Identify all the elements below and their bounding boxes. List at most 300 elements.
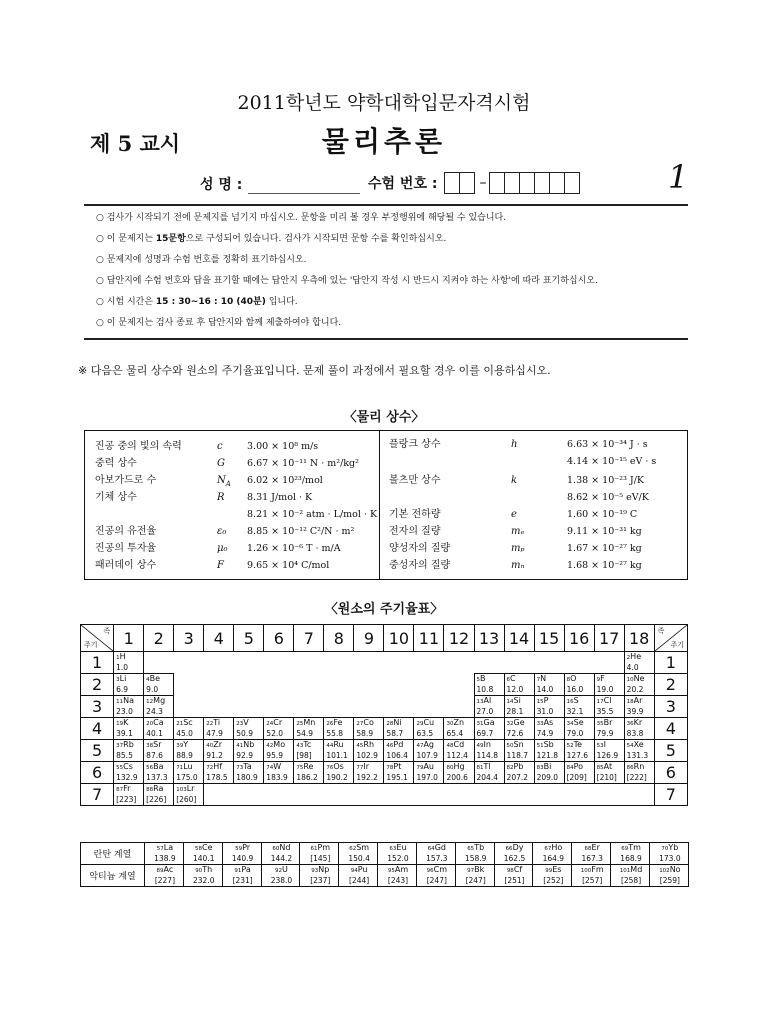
atomic-number: 17: [596, 699, 604, 705]
atomic-mass: [222]: [626, 773, 647, 782]
atomic-number: 62: [349, 846, 357, 852]
element-symbol: Tc: [303, 740, 312, 749]
atomic-number: 83: [536, 765, 544, 771]
atomic-number: 43: [296, 743, 304, 749]
element-cell: [444, 718, 474, 740]
element-symbol: Np: [318, 865, 330, 874]
element-cell: [384, 718, 414, 740]
element-symbol: Zr: [213, 740, 223, 749]
atomic-number: 68: [584, 846, 592, 852]
element-symbol-line: [147, 865, 183, 876]
element-symbol: Y: [183, 740, 189, 749]
atomic-mass: 50.9: [236, 729, 253, 738]
constant-name: 아보가드로 수: [95, 475, 157, 486]
atomic-number: 96: [426, 868, 434, 874]
element-cell: [416, 865, 455, 887]
atomic-mass: 180.9: [236, 773, 258, 782]
period-number: 5: [81, 740, 114, 762]
constant-name: 중성자의 질량: [389, 560, 451, 571]
atomic-number: 74: [266, 765, 274, 771]
element-symbol: F: [600, 674, 605, 683]
element-symbol-line: [266, 762, 293, 773]
element-symbol-line: [507, 762, 534, 773]
constant-value: 1.60 × 10⁻¹⁹ C: [567, 509, 638, 520]
element-cell: [204, 718, 234, 740]
element-symbol-line: [146, 674, 173, 685]
period-row: [81, 784, 688, 806]
atomic-mass: 107.9: [416, 751, 438, 760]
instruction-text: 입니다.: [265, 297, 298, 307]
atomic-number: 101: [619, 868, 631, 874]
atomic-mass: [244]: [349, 876, 370, 885]
atomic-mass: 114.8: [476, 751, 498, 760]
element-symbol-line: [236, 740, 263, 751]
atomic-mass: [227]: [154, 876, 175, 885]
element-cell: [474, 740, 504, 762]
atomic-number: 98: [506, 868, 514, 874]
element-symbol: Ho: [551, 843, 563, 852]
atomic-mass: 10.8: [476, 685, 494, 694]
constants-table: [84, 430, 688, 580]
atomic-number: 41: [236, 743, 244, 749]
atomic-mass: 112.4: [446, 751, 468, 760]
element-symbol: Mn: [303, 718, 316, 727]
element-cell: [384, 740, 414, 762]
element-cell: [144, 674, 174, 696]
page-number: 1: [668, 158, 689, 196]
element-symbol-line: [176, 718, 203, 729]
element-symbol-line: [296, 718, 323, 729]
period-number: 1: [81, 652, 114, 674]
atomic-mass: 16.0: [566, 685, 584, 694]
group-number: 7: [294, 625, 324, 652]
element-symbol: Ra: [153, 784, 164, 793]
atomic-mass: 4.0: [626, 663, 639, 672]
element-cell: [114, 674, 144, 696]
element-symbol-line: [264, 865, 300, 876]
element-cell: [455, 843, 494, 865]
element-cell: [222, 865, 261, 887]
element-symbol-line: [416, 718, 443, 729]
periodic-table: [80, 624, 688, 806]
atomic-mass: 106.4: [386, 751, 408, 760]
element-symbol-line: [507, 674, 534, 685]
atomic-number: 82: [506, 765, 514, 771]
element-symbol-line: [567, 674, 594, 685]
atomic-number: 76: [326, 765, 334, 771]
constant-symbol: ε₀: [217, 526, 227, 537]
element-symbol-line: [176, 784, 203, 795]
atomic-mass: 83.8: [626, 729, 644, 738]
element-symbol: Cr: [273, 718, 283, 727]
element-symbol-line: [225, 843, 261, 854]
atomic-mass: 65.4: [446, 729, 464, 738]
atomic-mass: 144.2: [270, 854, 293, 863]
atomic-number: 60: [272, 846, 280, 852]
atomic-number: 91: [234, 868, 242, 874]
atomic-number: 38: [146, 743, 154, 749]
constant-symbol: c: [217, 441, 223, 452]
element-symbol: Tm: [628, 843, 641, 852]
element-symbol: Pa: [241, 865, 251, 874]
atomic-mass: [226]: [146, 795, 167, 804]
constant-value: 6.67 × 10⁻¹¹ N · m²/kg²: [247, 458, 359, 469]
element-cell: [572, 865, 611, 887]
atomic-mass: 173.0: [659, 854, 681, 863]
period-number: 4: [81, 718, 114, 740]
element-cell: [114, 652, 144, 674]
instruction-emphasis: 15문항: [155, 234, 186, 244]
element-symbol-line: [567, 718, 594, 729]
element-symbol-line: [146, 784, 173, 795]
instruction-item: ○ 문제지에 성명과 수험 번호를 정확히 표기하십시오.: [96, 255, 307, 265]
table-corner-cell: [654, 625, 687, 652]
period-row: [81, 696, 688, 718]
element-symbol: Hg: [453, 762, 465, 771]
element-symbol-line: [326, 740, 353, 751]
atomic-mass: 118.7: [506, 751, 529, 760]
constant-symbol: e: [511, 509, 517, 520]
exam-number-boxes-b: [490, 172, 580, 194]
constant-value: 9.11 × 10⁻³¹ kg: [567, 526, 642, 537]
element-cell: [145, 865, 184, 887]
atomic-number: 58: [195, 846, 202, 852]
element-symbol-line: [458, 843, 494, 854]
atomic-number: 54: [626, 743, 634, 749]
constants-divider: [379, 431, 380, 579]
element-symbol-line: [535, 865, 571, 876]
constant-name: 전자의 질량: [389, 526, 441, 537]
element-symbol-line: [146, 762, 173, 773]
element-symbol-line: [574, 865, 610, 876]
atomic-number: 33: [536, 721, 544, 727]
constant-symbol: mₚ: [511, 543, 525, 554]
element-cell: [114, 718, 144, 740]
atomic-mass: [247]: [465, 876, 486, 885]
atomic-number: 27: [356, 721, 364, 727]
instruction-emphasis: 15 : 30∼16 : 10 (40분): [155, 297, 266, 307]
element-cell: [534, 762, 564, 784]
element-symbol: Mg: [153, 696, 166, 705]
element-symbol: Am: [394, 865, 409, 874]
element-symbol: Po: [573, 762, 584, 771]
element-symbol-line: [477, 762, 504, 773]
element-cell: [234, 740, 264, 762]
group-number: 13: [474, 625, 504, 652]
element-symbol: Al: [483, 696, 492, 705]
element-symbol: Li: [119, 674, 127, 683]
element-symbol-line: [537, 674, 564, 685]
period-number: 2: [654, 674, 687, 696]
atomic-number: 12: [146, 699, 154, 705]
period-number: 6: [654, 762, 687, 784]
atomic-number: 42: [266, 743, 274, 749]
element-symbol-line: [497, 865, 533, 876]
atomic-mass: 74.9: [536, 729, 554, 738]
atomic-mass: 20.2: [626, 685, 644, 694]
element-cell: [444, 762, 474, 784]
atomic-number: 45: [356, 743, 364, 749]
atomic-number: 9: [596, 677, 601, 683]
element-cell: [144, 718, 174, 740]
element-symbol: Rn: [633, 762, 645, 771]
element-symbol-line: [537, 762, 564, 773]
empty-region: [144, 652, 625, 674]
group-number: 3: [174, 625, 204, 652]
element-cell: [611, 843, 650, 865]
element-symbol-line: [477, 696, 504, 707]
element-cell: [594, 674, 624, 696]
atomic-number: 14: [506, 699, 514, 705]
element-symbol-line: [326, 718, 353, 729]
element-cell: [414, 740, 444, 762]
element-symbol-line: [225, 865, 261, 876]
atomic-mass: 167.3: [581, 854, 603, 863]
atomic-mass: 168.9: [620, 854, 642, 863]
atomic-mass: 186.2: [296, 773, 318, 782]
atomic-mass: 12.0: [506, 685, 524, 694]
constant-value: 9.65 × 10⁴ C/mol: [247, 560, 330, 571]
element-symbol-line: [446, 740, 473, 751]
atomic-number: 93: [311, 868, 319, 874]
atomic-mass: 27.0: [476, 707, 494, 716]
atomic-number: 11: [116, 699, 124, 705]
element-symbol: I: [603, 740, 606, 749]
element-cell: [222, 843, 261, 865]
element-cell: [294, 740, 324, 762]
exam-number-box: [534, 172, 550, 194]
exam-number-boxes-a: [445, 172, 475, 194]
exam-number-box: [564, 172, 580, 194]
constant-name: 진공의 투자율: [95, 543, 157, 554]
element-symbol: Fm: [591, 865, 604, 874]
element-symbol: N: [540, 674, 547, 683]
element-cell: [624, 718, 654, 740]
element-cell: [594, 718, 624, 740]
element-cell: [474, 696, 504, 718]
element-symbol-line: [567, 762, 594, 773]
element-symbol-line: [477, 718, 504, 729]
element-cell: [264, 718, 294, 740]
element-symbol-line: [386, 718, 413, 729]
series-label: 란탄 계열: [81, 843, 145, 865]
instruction-item: [96, 296, 696, 317]
atomic-mass: 190.2: [326, 773, 348, 782]
atomic-mass: 63.5: [416, 729, 434, 738]
element-cell: [624, 740, 654, 762]
atomic-mass: [251]: [504, 876, 525, 885]
atomic-number: 28: [386, 721, 394, 727]
element-cell: [378, 865, 417, 887]
instructions-list: [96, 212, 696, 338]
atomic-number: 95: [387, 868, 395, 874]
element-cell: [114, 762, 144, 784]
period-number: 7: [81, 784, 114, 806]
atomic-number: 90: [195, 868, 203, 874]
constant-name: 진공의 유전율: [95, 526, 157, 537]
atomic-number: 59: [235, 846, 243, 852]
atomic-mass: 14.0: [536, 685, 554, 694]
atomic-mass: 126.9: [596, 751, 619, 760]
table-corner-cell: [81, 625, 114, 652]
element-cell: [261, 865, 300, 887]
element-symbol-line: [386, 762, 413, 773]
atomic-number: 86: [626, 765, 634, 771]
element-symbol: Cu: [423, 718, 435, 727]
element-symbol-line: [567, 740, 594, 751]
group-number: 15: [534, 625, 564, 652]
element-symbol: Eu: [396, 843, 407, 852]
element-cell: [444, 740, 474, 762]
element-cell: [564, 740, 594, 762]
element-cell: [572, 843, 611, 865]
atomic-number: 10: [626, 677, 634, 683]
divider-top: [84, 204, 688, 206]
atomic-number: 20: [146, 721, 154, 727]
instruction-item: [96, 233, 696, 254]
element-symbol-line: [419, 843, 455, 854]
element-symbol-line: [597, 696, 624, 707]
atomic-number: 94: [350, 868, 358, 874]
atomic-number: 2: [626, 655, 631, 661]
constant-value: 6.63 × 10⁻³⁴ J · s: [567, 439, 648, 450]
atomic-number: 23: [236, 721, 244, 727]
atomic-number: 48: [446, 743, 454, 749]
atomic-mass: [257]: [582, 876, 603, 885]
element-symbol: C: [510, 674, 516, 683]
element-cell: [264, 740, 294, 762]
constants-title: 〈물리 상수〉: [343, 410, 425, 425]
group-header-row: [81, 625, 688, 652]
group-number: 17: [594, 625, 624, 652]
atomic-number: 32: [506, 721, 514, 727]
element-symbol: Hf: [213, 762, 223, 771]
atomic-mass: 121.8: [536, 751, 559, 760]
element-symbol: Mo: [273, 740, 286, 749]
element-symbol: Sn: [513, 740, 524, 749]
atomic-mass: 28.1: [506, 707, 524, 716]
empty-region: [174, 696, 474, 718]
atomic-number: 49: [476, 743, 484, 749]
name-input-line: [248, 179, 360, 194]
group-number: 11: [414, 625, 444, 652]
element-symbol-line: [116, 784, 143, 795]
atomic-number: 77: [356, 765, 364, 771]
atomic-mass: 232.0: [193, 876, 215, 885]
atomic-mass: 39.9: [626, 707, 644, 716]
atomic-mass: [98]: [296, 751, 312, 760]
atomic-mass: 52.0: [266, 729, 283, 738]
constant-symbol: F: [217, 560, 224, 571]
element-cell: [183, 843, 222, 865]
group-number: 6: [264, 625, 294, 652]
element-symbol-line: [627, 652, 654, 663]
atomic-mass: 1.0: [116, 663, 129, 672]
atomic-mass: [252]: [543, 876, 564, 885]
atomic-mass: 32.1: [566, 707, 584, 716]
period-number: 7: [654, 784, 687, 806]
atomic-mass: 204.4: [476, 773, 498, 782]
element-cell: [294, 718, 324, 740]
element-cell: [474, 718, 504, 740]
atomic-mass: 138.9: [154, 854, 176, 863]
group-number: 4: [204, 625, 234, 652]
atomic-number: 37: [116, 743, 124, 749]
atomic-number: 25: [296, 721, 304, 727]
atomic-number: 3: [116, 677, 120, 683]
constant-value: 1.26 × 10⁻⁶ T · m/A: [247, 543, 341, 554]
atomic-mass: [259]: [659, 876, 680, 885]
corner-period-label: 주기: [670, 641, 684, 649]
element-symbol: Ge: [513, 718, 525, 727]
element-symbol: Zn: [453, 718, 465, 727]
element-cell: [594, 696, 624, 718]
element-cell: [534, 696, 564, 718]
element-cell: [504, 762, 534, 784]
atomic-number: 19: [116, 721, 124, 727]
element-symbol-line: [597, 718, 624, 729]
atomic-number: 8: [566, 677, 571, 683]
element-symbol-line: [535, 843, 571, 854]
element-symbol-line: [296, 762, 323, 773]
element-symbol: Pu: [357, 865, 368, 874]
atomic-mass: [231]: [232, 876, 253, 885]
atomic-mass: 157.3: [426, 854, 448, 863]
empty-region: [204, 784, 654, 806]
atomic-mass: 101.1: [326, 751, 348, 760]
element-symbol-line: [264, 843, 300, 854]
atomic-mass: 150.4: [348, 854, 370, 863]
element-symbol-line: [146, 740, 173, 751]
element-cell: [474, 762, 504, 784]
element-symbol-line: [537, 718, 564, 729]
atomic-mass: [209]: [566, 773, 587, 782]
group-number: 14: [504, 625, 534, 652]
group-number: 1: [114, 625, 144, 652]
series-row: [81, 843, 689, 865]
atomic-number: 5: [476, 677, 481, 683]
element-symbol-line: [206, 740, 233, 751]
atomic-number: 4: [146, 677, 150, 683]
element-symbol: Yb: [668, 843, 679, 852]
atomic-number: 88: [146, 787, 154, 793]
subject-title: 물리추론: [321, 125, 447, 158]
element-cell: [339, 865, 378, 887]
element-symbol: Gd: [434, 843, 446, 852]
period-row: [81, 740, 688, 762]
atomic-mass: 58.7: [386, 729, 404, 738]
element-cell: [414, 762, 444, 784]
atomic-number: 71: [176, 765, 184, 771]
element-symbol-line: [206, 762, 233, 773]
element-cell: [354, 740, 384, 762]
atomic-mass: 183.9: [266, 773, 288, 782]
element-cell: [594, 762, 624, 784]
element-symbol: Nb: [243, 740, 255, 749]
exam-number-box: [489, 172, 505, 194]
period-row: [81, 674, 688, 696]
atomic-number: 64: [427, 846, 435, 852]
period-label: 제 5 교시: [90, 131, 181, 156]
element-cell: [145, 843, 184, 865]
element-cell: [534, 674, 564, 696]
atomic-number: 44: [326, 743, 334, 749]
atomic-mass: 91.2: [206, 751, 223, 760]
element-cell: [114, 740, 144, 762]
group-number: 10: [384, 625, 414, 652]
element-symbol: Er: [591, 843, 600, 852]
atomic-number: 65: [467, 846, 475, 852]
